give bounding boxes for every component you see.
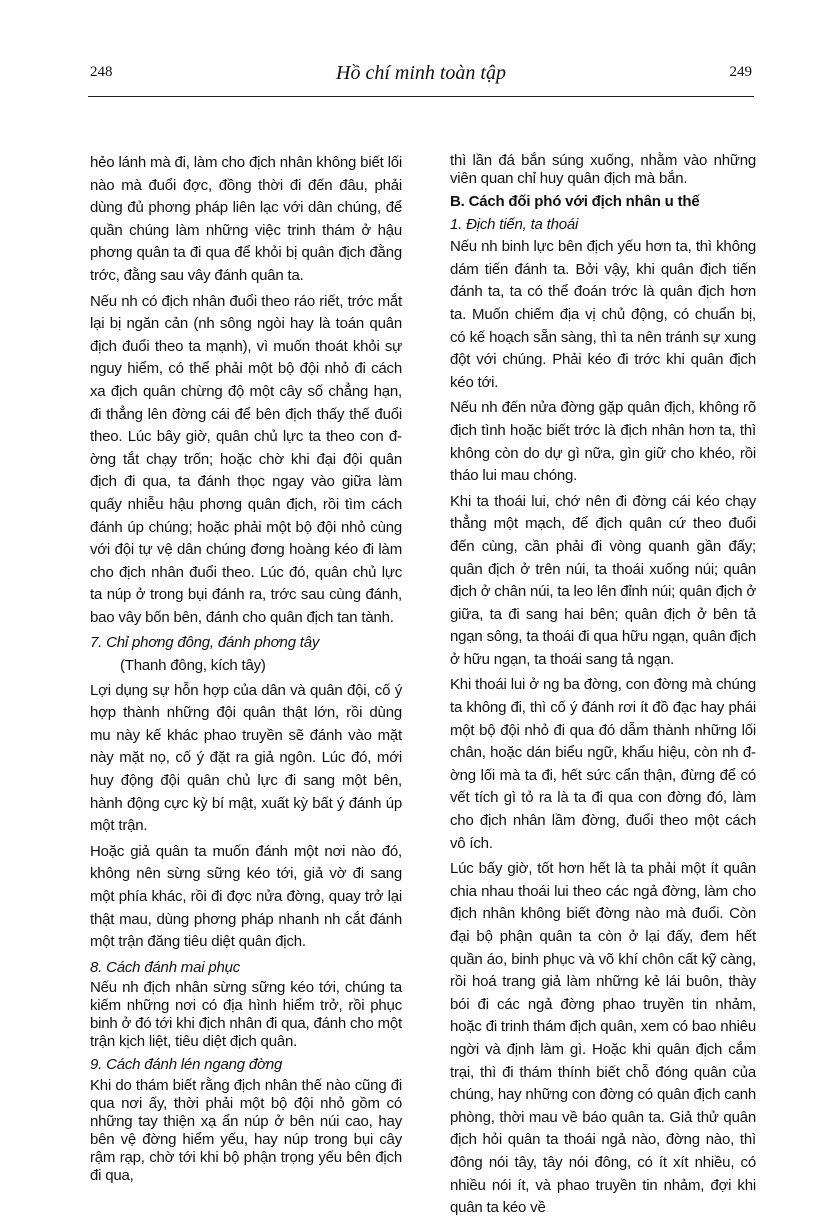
paragraph: Khi ta thoái lui, chớ nên đi đờng cái kéo chạy thẳng một mạch, để địch quân cứ theo đuổi đến cùng, cần phải đi vòng quanh gần đấy; quân địch ở trên núi, ta thoái xuống núi; quân địch ở chân núi, ta leo lên đỉnh núi; quân địch ở giữa, ta đi sang hai bên; quân địch ở bên tả ngạn sông, ta thoái đi qua hữu ngạn, quân địch ở hữu ngạn, ta thoái sang tả ngạn. xyxy=(450,492,756,668)
paragraph: Nếu nh có địch nhân đuổi theo ráo riết, trớc mắt lại bị ngăn cản (nh sông ngòi hay là toán quân địch đuổi theo ta mạnh), vì muốn thoát khỏi sự nguy hiểm, có thể phải một bộ đội nhỏ đi cách xa địch quân chừng độ một cây số chẳng hạn, đi thẳng lên đờng cái để bên địch thấy thế đuổi theo. Lúc bây giờ, quân chủ lực ta theo con đờng tắt chạy trốn; hoặc chờ khi đại đội quân địch đi qua, ta đánh thọc ngay vào giữa làm quấy nhiễu hậu phơng quân địch, rồi tìm cách đánh úp chúng; hoặc phải một bộ đội nhỏ cùng với đội tự vệ dân chúng đơng hoàng kéo đi làm cho địch nhân đuổi theo. Lúc đó, quân chủ lực ta núp ở trong bụi đánh ra, trớc sau cùng đánh, bao vây bốn bên, đánh cho quân địch tan tành. xyxy=(90,292,402,626)
left-column xyxy=(90,152,402,1188)
header-rule xyxy=(88,96,754,97)
page-number-right: 249 xyxy=(729,64,752,80)
paragraph: thì lần đá bắn súng xuống, nhằm vào những viên quan chỉ huy quân địch mà bắn. xyxy=(450,152,756,187)
paragraph: hẻo lánh mà đi, làm cho địch nhân không biết lối nào mà đuổi đợc, đồng thời đi đến đâu, phải dùng đủ phơng pháp liên lạc với dân chúng, để quần chúng làm những việc trinh thám ở hậu phơng quân ta đi qua để khỏi bị quân địch đằng trớc, đằng sau vây đánh quân ta. xyxy=(90,154,402,284)
subsection-heading: 1. Địch tiến, ta thoái xyxy=(450,215,579,233)
paragraph: Hoặc giả quân ta muốn đánh một nơi nào đó, không nên sừng sững kéo tới, giả vờ đi sang một phía khác, rồi đi đợc nửa đờng, quay trở lại thật mau, dùng phơng pháp nhanh nh cắt đánh một trận đăng tiêu diệt quân địch. xyxy=(90,842,402,951)
page-number-left: 248 xyxy=(90,64,113,80)
right-column xyxy=(450,152,756,1223)
section-heading: 8. Cách đánh mai phục xyxy=(90,958,241,976)
paragraph: Nếu nh đến nửa đờng gặp quân địch, không rõ địch tình hoặc biết trớc là địch nhân hơn ta, thì không còn do dự gì nữa, gìn giữ cho khéo, rồi tháo lui mau chóng. xyxy=(450,399,756,485)
section-heading: 7. Chỉ phơng đông, đánh phơng tây xyxy=(90,634,320,652)
paragraph: Khi thoái lui ở ng ba đờng, con đờng mà chúng ta không đi, thì cố ý đánh rơi ít đồ đạc hay phái một bộ đội nhỏ đi qua đó dẫm thành những lối chân, hoặc dán biểu ngữ, khẩu hiệu, còn nh đờng lối mà ta đi, hết sức cẩn thận, đừng để có vết tích gì tỏ ra là ta đi qua con đờng đó, làm cho địch nhân lầm đờng, đuổi theo một cách vô ích. xyxy=(450,676,756,852)
paragraph: Nếu nh địch nhân sừng sững kéo tới, chúng ta kiếm những nơi có địa hình hiểm trở, rồi phục binh ở đó tới khi địch nhân đi qua, đánh cho một trận kịch liệt, tiêu diệt địch quân. xyxy=(90,979,402,1051)
page-header xyxy=(90,64,752,88)
paragraph: Lúc bấy giờ, tốt hơn hết là ta phải một ít quân chia nhau thoái lui theo các ngả đờng, làm cho địch nhân không biết đờng nào mà đuổi. Còn đại bộ phận quân ta còn ở lại đấy, đem hết quần áo, binh phục và võ khí chôn cất kỹ càng, rồi hoá trang giả làm những kẻ lái buôn, thày bói đi các ngả đờng phao truyền tin nhảm, hoặc đi trinh thám địch quân, xem có bao nhiêu ngời và định làm gì. Hoặc khi quân địch cắm trại, thì đi thám thính biết chỗ đóng quân của chúng, hay những con đờng có quân địch canh phòng, thời mau về báo quân ta. Giả thử quân địch hỏi quân ta thoái ngả nào, đờng nào, thì đông nói tây, tây nói đông, có ít xít nhiều, có nhiều nói ít, và phao truyền tin nhảm, đợi khi quân ta kéo về xyxy=(450,860,756,1217)
paragraph: Nếu nh binh lực bên địch yếu hơn ta, thì không dám tiến đánh ta. Bởi vậy, khi quân địch tiến đánh ta, ta có thể đoán trớc là quân địch hơn ta. Muốn chiếm địa vị chủ động, có chuẩn bị, có kế hoạch sẵn sàng, thì ta nên tránh sự xung đột với chúng. Phải kéo đi trớc khi quân địch kéo tới. xyxy=(450,238,756,391)
paragraph: Khi do thám biết rằng địch nhân thế nào cũng đi qua nơi ấy, thời phải một bộ đội nhỏ gồm có những tay thiện xạ ẩn núp ở bên núi cao, hay bên vệ đờng hiểm yếu, hay núp trong bụi cây rậm rạp, chờ tới khi bộ phận trọng yếu bên địch đi qua, xyxy=(90,1076,402,1184)
section-subheading: (Thanh đông, kích tây) xyxy=(120,657,266,675)
section-heading: 9. Cách đánh lén ngang đờng xyxy=(90,1056,283,1074)
paragraph: Lợi dụng sự hỗn hợp của dân và quân đội, cố ý hợp thành những đội quân thật lớn, rồi dùng mu này kế khác phao truyền sẽ đánh vào mặt này mặt nọ, cố ý đặt ra giả ngôn. Lúc đó, mới huy động đội quân chủ lực đi sang một bên, hành động cực kỳ bí mật, xuất kỳ bất ý đánh úp một trận. xyxy=(90,681,402,835)
running-title: Hồ chí minh toàn tập xyxy=(336,62,506,84)
section-heading: B. Cách đối phó với địch nhân u thế xyxy=(450,193,700,210)
